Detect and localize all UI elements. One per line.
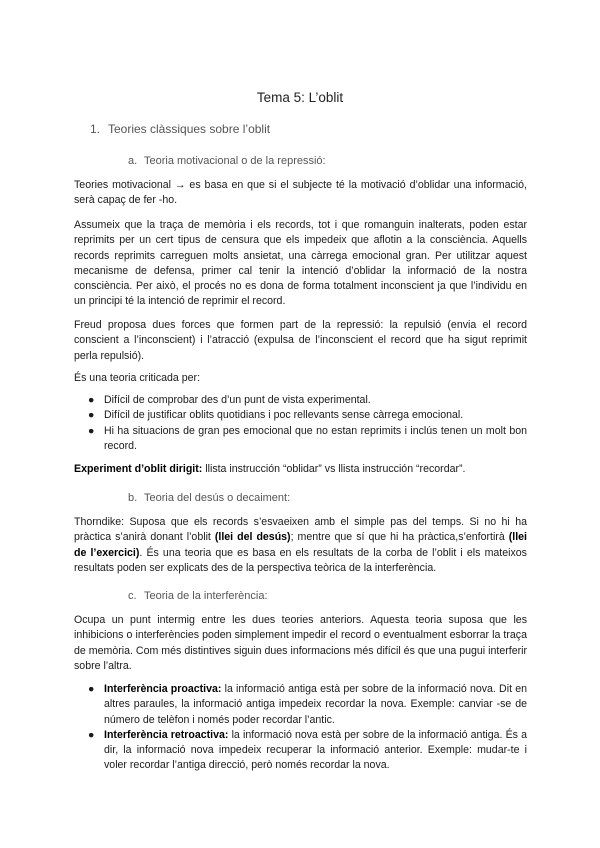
list-item: ● Difícil de comprobar des d’un punt de vista experimental.: [74, 393, 527, 408]
section-heading-1: [90, 122, 270, 136]
subheading-a-label: Teoria motivacional o de la repressió:: [144, 155, 326, 167]
list-item: ● Difícil de justificar oblits quotidians i poc rellevants sense càrrega emocional.: [74, 408, 527, 423]
bullet-icon: ●: [88, 728, 95, 741]
page-title: Tema 5: L’oblit: [256, 90, 344, 105]
subheading-c-number: c.: [128, 590, 137, 602]
paragraph-critique-intro: És una teoria criticada per:: [74, 372, 201, 384]
interference-list: [74, 682, 527, 774]
subheading-c: [128, 590, 268, 602]
section-number: 1.: [90, 122, 101, 136]
bullet-icon: ●: [88, 424, 95, 437]
bullet-icon: ●: [88, 409, 95, 422]
subheading-b: [128, 492, 290, 504]
subheading-a-number: a.: [128, 155, 138, 167]
paragraph-freud: Freud proposa dues forces que formen part de la repressió: la repulsió (envia el record conscient a l’inconscient) i l’atracció (expulsa de l’inconscient el record que ha sigut reprimit perla repulsió).: [74, 319, 527, 362]
paragraph-experiment: Experiment d’oblit dirigit: llista instrucción “oblidar” vs llista instrucción “recordar”.: [74, 463, 466, 475]
section-label: Teories clàssiques sobre l’oblit: [108, 122, 271, 136]
paragraph-interference: Ocupa un punt intermig entre les dues teories anteriors. Aquesta teoria suposa que les inhibicions o interferències poden simplement impedir el record o eventualment esborrar la traça de memòria. Com més distintives siguin dues informacions més difícil és que una pugui interferir sobre l’altra.: [74, 614, 527, 672]
list-item: ● Hi ha situacions de gran pes emocional que no estan reprimits i inclús tenen un molt bon record.: [88, 424, 527, 452]
paragraph-thorndike: Thorndike: Suposa que els records s’esvaeixen amb el simple pas del temps. Si no hi ha pràctica s’anirà donant l’oblit (llei del desús); mentre que sí que hi ha pràctica,s’enfortirà (llei de l’exercici). És una teoria que es basa en els resultats de la corba de l’oblit i els mateixos resultats poden ser explicats des de la perspectiva teòrica de la interferència.: [74, 516, 527, 574]
subheading-c-label: Teoria de la interferència:: [144, 590, 268, 602]
paragraph-motivational: Teories motivacional → es basa en que si el subjecte té la motivació d’oblidar una informació, serà capaç de fer -ho.: [74, 179, 527, 207]
list-item: ● Interferència retroactiva: la informació nova està per sobre de la informació antiga. És a dir, la informació nova impedeix recuperar la informació anterior. Exemple: mudar-te i voler recordar l’antiga direcció, però només recordar la nova.: [88, 728, 527, 772]
critique-list: [74, 393, 527, 454]
subheading-b-number: b.: [128, 492, 138, 504]
subheading-b-label: Teoria del desús o decaiment:: [144, 492, 291, 504]
paragraph-repression: Assumeix que la traça de memòria i els records, tot i que romanguin inalterats, poden estar reprimits per un cert tipus de censura que els impedeix que aflotin a la consciència. Aquells records reprimits carreguen molts ansietat, una càrrega emocional gran. Per utilitzar aquest mecanisme de defensa, primer cal tenir la intenció d’oblidar la informació de la nostra consciència. Per això, el procés no es dona de forma totalment inconscient ja que l’individu en un principi té la intenció de reprimir el record.: [74, 219, 527, 308]
bullet-icon: ●: [88, 683, 95, 695]
list-item: ● Interferència proactiva: la informació antiga està per sobre de la informació nova. Dit en altres paraules, la informació antiga impedeix recordar la nova. Exemple: canviar -se de número de telèfon i només poder recordar l’antic.: [88, 683, 527, 726]
subheading-a: [128, 155, 326, 167]
bullet-icon: ●: [88, 394, 95, 406]
